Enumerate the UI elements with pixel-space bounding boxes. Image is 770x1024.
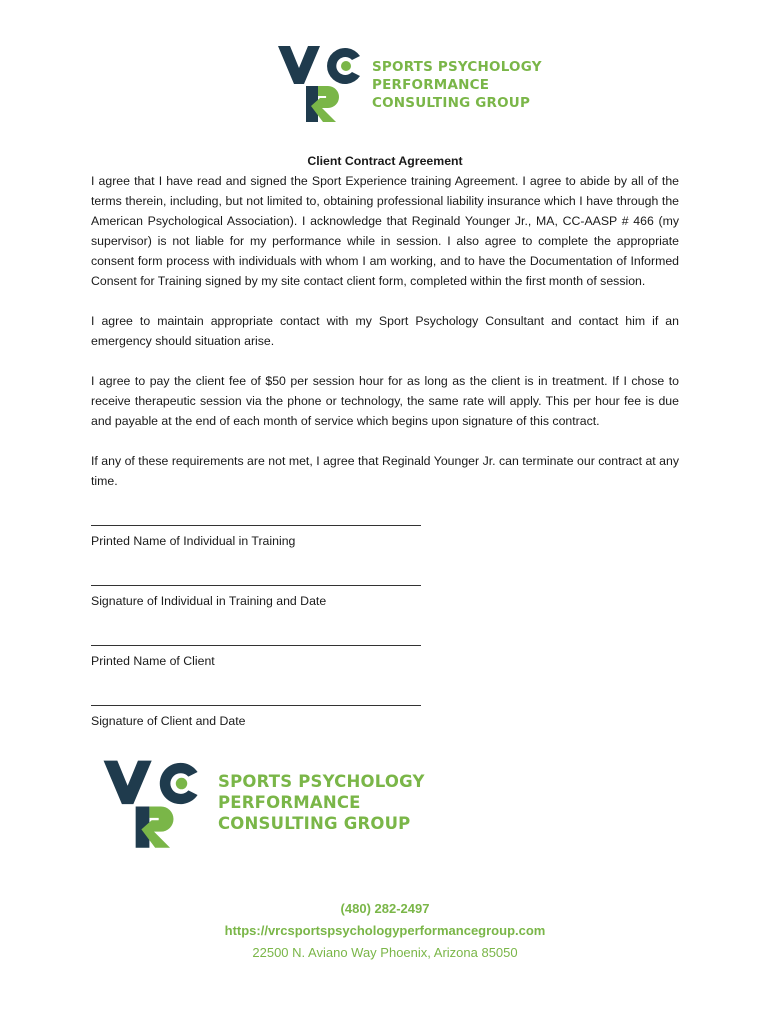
vcr-monogram-icon	[98, 756, 210, 850]
paragraph-1: I agree that I have read and signed the Sport Experience training Agreement. I agree to abide by all of the terms therein, including, but not limited to, obtaining professional liability insurance which I have through the American Psychological Association). I acknowledge that Reginald Younger Jr., MA, CC-AASP # 466 (my supervisor) is not liable for my performance while in session. I also agree to complete the appropriate consent form process with individuals with whom I am working, and to have the Documentation of Informed Consent for Training signed by my site contact client form, completed within the first month of session.	[91, 174, 679, 288]
address: 22500 N. Aviano Way Phoenix, Arizona 85050	[252, 945, 518, 960]
contact-footer	[0, 898, 770, 964]
logo-line-1: SPORTS PSYCHOLOGY	[218, 771, 425, 791]
company-logo-bottom	[98, 756, 425, 850]
logo-line-1: SPORTS PSYCHOLOGY	[372, 59, 542, 75]
logo-wordmark	[372, 58, 542, 112]
paragraph-3: I agree to pay the client fee of $50 per session hour for as long as the client is in treatment. If I chose to receive therapeutic session via the phone or technology, the same rate will apply. This per hour fee is due and payable at the end of each month of service which begins upon signature of this contract.	[91, 374, 679, 428]
paragraph-2: I agree to maintain appropriate contact with my Sport Psychology Consultant and contact him if an emergency should situation arise.	[91, 314, 679, 348]
signature-label: Printed Name of Client	[91, 654, 215, 668]
document-title: Client Contract Agreement	[307, 154, 463, 168]
vcr-monogram-icon	[278, 42, 366, 124]
logo-wordmark	[218, 771, 425, 834]
website-link[interactable]: https://vrcsportspsychologyperformancegroup.com	[224, 923, 546, 938]
paragraph-4: If any of these requirements are not met, I agree that Reginald Younger Jr. can terminate our contract at any time.	[91, 454, 679, 488]
signature-block-4	[91, 691, 679, 731]
company-logo-top	[278, 42, 542, 124]
signature-line[interactable]	[91, 511, 679, 531]
signature-label: Signature of Client and Date	[91, 714, 246, 728]
logo-line-2: PERFORMANCE	[372, 77, 490, 93]
contract-body	[91, 151, 679, 751]
logo-line-3: CONSULTING GROUP	[218, 813, 411, 833]
signature-line[interactable]	[91, 631, 679, 651]
signature-block-1	[91, 511, 679, 551]
logo-line-3: CONSULTING GROUP	[372, 95, 531, 111]
signature-line[interactable]	[91, 571, 679, 591]
logo-line-2: PERFORMANCE	[218, 792, 361, 812]
signature-label: Signature of Individual in Training and Date	[91, 594, 327, 608]
phone-number[interactable]: (480) 282-2497	[340, 901, 430, 916]
signature-block-2	[91, 571, 679, 611]
signature-label: Printed Name of Individual in Training	[91, 534, 296, 548]
signature-line[interactable]	[91, 691, 679, 711]
signature-block-3	[91, 631, 679, 671]
